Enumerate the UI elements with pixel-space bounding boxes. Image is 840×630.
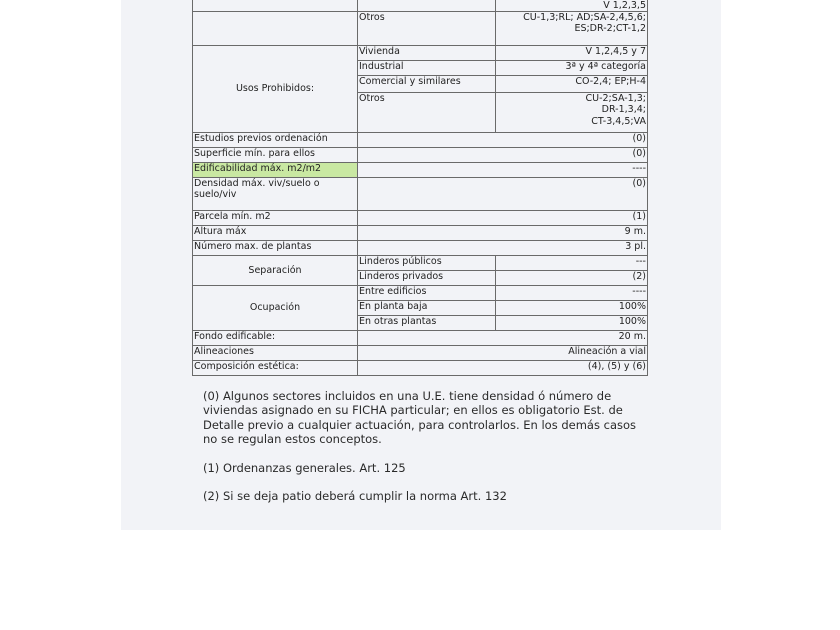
sub-value: (2) xyxy=(496,271,648,286)
table-row xyxy=(193,163,648,178)
row-value: ---- xyxy=(358,163,648,178)
footnote-1: (1) Ordenanzas generales. Art. 125 xyxy=(203,460,406,475)
row-label: Parcela mín. m2 xyxy=(193,211,358,226)
row-label: Alineaciones xyxy=(193,346,358,361)
uso-value: V 1,2,4,5 y 7 xyxy=(496,46,648,61)
table-row xyxy=(193,331,648,346)
row-value: (0) xyxy=(358,133,648,148)
uso-label: Vivienda xyxy=(358,46,496,61)
table-row xyxy=(193,46,648,61)
usos-prohibidos-label: Usos Prohibidos: xyxy=(193,46,358,133)
ocupacion-label: Ocupación xyxy=(193,286,358,331)
row-value: (4), (5) y (6) xyxy=(358,361,648,376)
row-value: 20 m. xyxy=(358,331,648,346)
row-label: Composición estética: xyxy=(193,361,358,376)
empty-cell xyxy=(193,12,358,46)
row-label-highlighted: Edificabilidad máx. m2/m2 xyxy=(193,163,358,178)
table-row xyxy=(193,148,648,163)
row-value: (0) xyxy=(358,178,648,211)
table-row xyxy=(193,0,648,12)
uso-label: Otros xyxy=(358,93,496,133)
table-row xyxy=(193,241,648,256)
row-label: Superficie mín. para ellos xyxy=(193,148,358,163)
row-label: Estudios previos ordenación xyxy=(193,133,358,148)
row-value: (0) xyxy=(358,148,648,163)
uso-value: 3ª y 4ª categoría xyxy=(496,61,648,76)
sub-value: 100% xyxy=(496,316,648,331)
row-value: Alineación a vial xyxy=(358,346,648,361)
zoning-table xyxy=(192,0,648,376)
footnote-2: (2) Si se deja patio deberá cumplir la norma Art. 132 xyxy=(203,488,507,503)
table-row xyxy=(193,256,648,271)
row-value: (1) xyxy=(358,211,648,226)
row-label: Fondo edificable: xyxy=(193,331,358,346)
row-label: Número max. de plantas xyxy=(193,241,358,256)
table-row xyxy=(193,133,648,148)
sub-label: Linderos privados xyxy=(358,271,496,286)
cutoff-sub-cell xyxy=(358,0,496,12)
row-label: Densidad máx. viv/suelo o suelo/viv xyxy=(193,178,358,211)
row-label: Altura máx xyxy=(193,226,358,241)
footnote-0: (0) Algunos sectores incluidos en una U.E. tiene densidad ó número de viviendas asignado en su FICHA particular; en ellos es obligatorio Est. de Detalle previo a cualquier actuación, para controlarlos. En los demás casos no se regulan estos conceptos. xyxy=(203,389,637,447)
table-row xyxy=(193,12,648,46)
separacion-label: Separación xyxy=(193,256,358,286)
sub-value: ---- xyxy=(496,286,648,301)
table-row xyxy=(193,361,648,376)
sub-label: Linderos públicos xyxy=(358,256,496,271)
row-value: 3 pl. xyxy=(358,241,648,256)
document-page xyxy=(121,0,721,530)
sub-value: 100% xyxy=(496,301,648,316)
sub-value: --- xyxy=(496,256,648,271)
table-row xyxy=(193,226,648,241)
table-row xyxy=(193,346,648,361)
table-row xyxy=(193,178,648,211)
sub-label: En otras plantas xyxy=(358,316,496,331)
uso-value: CO-2,4; EP;H-4 xyxy=(496,76,648,93)
top-otros-value: CU-1,3;RL; AD;SA-2,4,5,6; ES;DR-2;CT-1,2 xyxy=(496,12,648,46)
uso-label: Industrial xyxy=(358,61,496,76)
cutoff-value: V 1,2,3,5 xyxy=(496,0,648,12)
sub-label: Entre edificios xyxy=(358,286,496,301)
sub-label: En planta baja xyxy=(358,301,496,316)
table-row xyxy=(193,211,648,226)
uso-label: Comercial y similares xyxy=(358,76,496,93)
uso-value: CU-2;SA-1,3; DR-1,3,4; CT-3,4,5;VA xyxy=(496,93,648,133)
table-row xyxy=(193,286,648,301)
top-otros-label: Otros xyxy=(358,12,496,46)
cutoff-label-cell xyxy=(193,0,358,12)
row-value: 9 m. xyxy=(358,226,648,241)
footnotes xyxy=(203,389,651,503)
